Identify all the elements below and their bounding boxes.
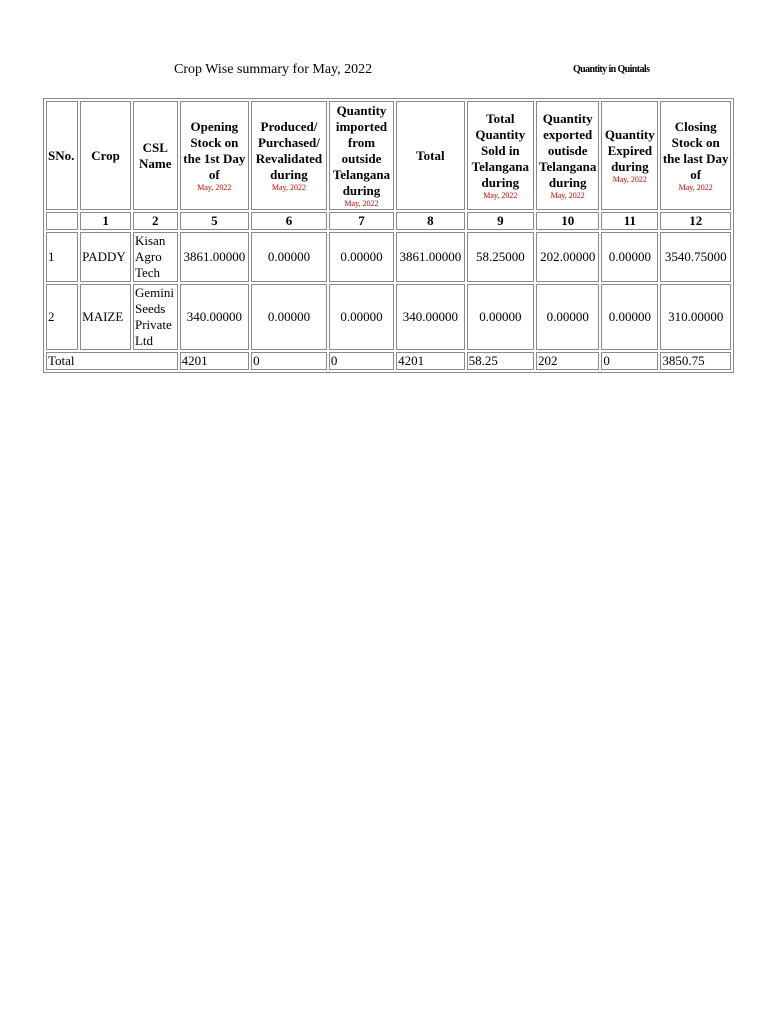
column-number: 10 (536, 212, 599, 230)
column-number: 5 (180, 212, 250, 230)
column-number: 7 (329, 212, 394, 230)
cell-imported: 0.00000 (329, 232, 394, 282)
cell-crop: PADDY (80, 232, 131, 282)
column-number: 11 (601, 212, 658, 230)
header-expired (601, 101, 658, 210)
header-exported (536, 101, 599, 210)
cell-exported: 0.00000 (536, 284, 599, 350)
column-number: 12 (660, 212, 731, 230)
header-row (46, 101, 731, 210)
cell-sold: 58.25000 (467, 232, 534, 282)
cell-opening-stock: 3861.00000 (180, 232, 250, 282)
header-crop (80, 101, 131, 210)
total-opening-stock: 4201 (180, 352, 250, 370)
totals-label: Total (46, 352, 178, 370)
cell-sno: 1 (46, 232, 78, 282)
cell-sold: 0.00000 (467, 284, 534, 350)
header-label: Closing Stock on the last Day of (662, 119, 729, 182)
header-label: Total Quantity Sold in Telangana during (471, 111, 529, 190)
header-label: Quantity Expired during (604, 127, 655, 174)
total-exported: 202 (536, 352, 599, 370)
total-total: 4201 (396, 352, 464, 370)
cell-expired: 0.00000 (601, 232, 658, 282)
cell-total: 340.00000 (396, 284, 464, 350)
header-period: May, 2022 (344, 199, 379, 208)
header-label: Total (416, 147, 445, 163)
cell-produced: 0.00000 (251, 232, 327, 282)
totals-row (46, 352, 731, 370)
cell-closing-stock: 310.00000 (660, 284, 731, 350)
total-sold: 58.25 (467, 352, 534, 370)
cell-opening-stock: 340.00000 (180, 284, 250, 350)
cell-imported: 0.00000 (329, 284, 394, 350)
header-sno (46, 101, 78, 210)
table-row (46, 284, 731, 350)
header-label: SNo. (48, 147, 75, 163)
cell-expired: 0.00000 (601, 284, 658, 350)
cell-crop: MAIZE (80, 284, 131, 350)
header-csl-name (133, 101, 178, 210)
cell-csl-name: Kisan Agro Tech (133, 232, 178, 282)
header-period: May, 2022 (197, 183, 232, 192)
cell-closing-stock: 3540.75000 (660, 232, 731, 282)
cell-csl-name: Gemini Seeds Private Ltd (133, 284, 178, 350)
header-closing-stock (660, 101, 731, 210)
header-label: Quantity imported from outside Telangana during (332, 103, 391, 198)
cell-produced: 0.00000 (251, 284, 327, 350)
header-opening-stock (180, 101, 250, 210)
header-period: May, 2022 (678, 183, 713, 192)
cell-sno: 2 (46, 284, 78, 350)
report-title: Crop Wise summary for May, 2022 (174, 62, 373, 77)
column-number: 6 (251, 212, 327, 230)
header-label: Quantity exported outisde Telangana during (539, 111, 597, 190)
header-period: May, 2022 (271, 183, 307, 192)
header-period: May, 2022 (612, 175, 647, 184)
column-number: 1 (80, 212, 131, 230)
total-produced: 0 (251, 352, 327, 370)
quantity-unit-note: Quantity in Quintals (573, 64, 650, 75)
crop-summary-table (43, 98, 734, 373)
total-expired: 0 (601, 352, 658, 370)
table-row (46, 232, 731, 282)
header-period: May, 2022 (550, 191, 585, 200)
column-number-row (46, 212, 731, 230)
header-sold (467, 101, 534, 210)
total-closing-stock: 3850.75 (660, 352, 731, 370)
column-number: 8 (396, 212, 464, 230)
header-produced (251, 101, 327, 210)
header-label: Produced/ Purchased/ Revalidated during (255, 119, 323, 182)
total-imported: 0 (329, 352, 394, 370)
header-total (396, 101, 464, 210)
header-period: May, 2022 (483, 191, 518, 200)
cell-total: 3861.00000 (396, 232, 464, 282)
header-label: CSL Name (139, 139, 172, 171)
column-number: 2 (133, 212, 178, 230)
column-number (46, 212, 78, 230)
cell-exported: 202.00000 (536, 232, 599, 282)
header-imported (329, 101, 394, 210)
header-label: Crop (91, 147, 120, 163)
column-number: 9 (467, 212, 534, 230)
header-label: Opening Stock on the 1st Day of (183, 119, 246, 182)
